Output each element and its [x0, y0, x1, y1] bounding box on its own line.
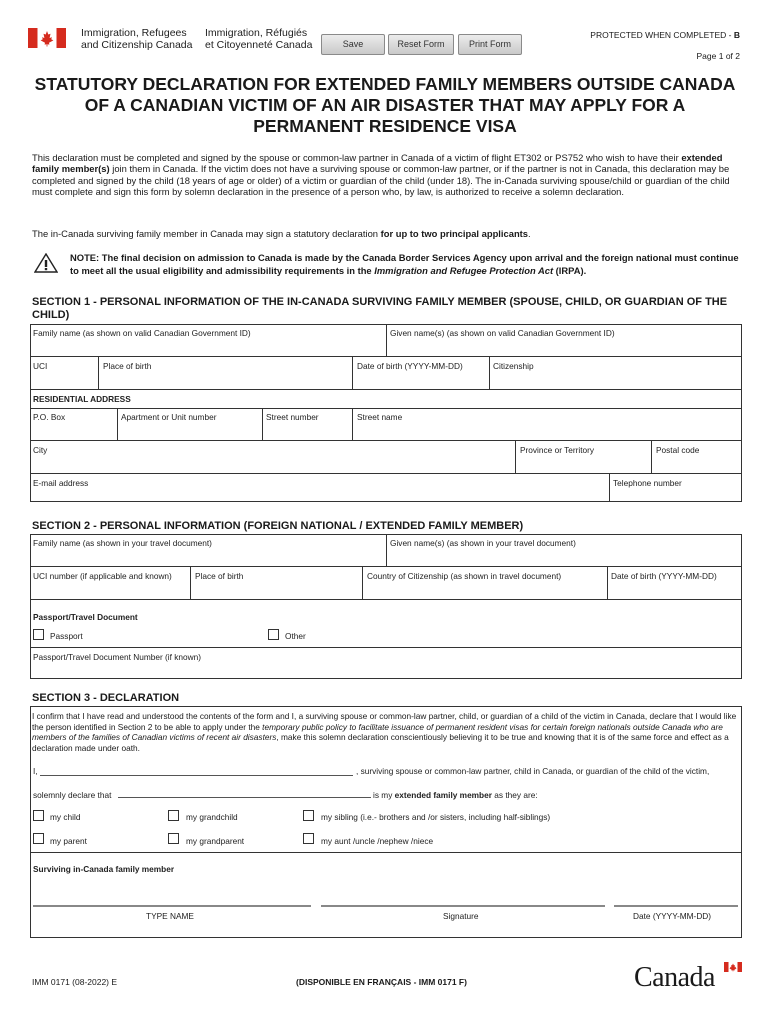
department-name-en [81, 27, 193, 51]
fn-place-of-birth-label: Place of birth [195, 571, 244, 581]
city-label: City [33, 445, 48, 455]
form-id: IMM 0171 (08-2022) E [32, 977, 118, 987]
telephone-label: Telephone number [613, 478, 682, 488]
is-my-emphasis: extended family member [394, 790, 492, 800]
signature-field[interactable] [321, 905, 605, 907]
protected-prefix: PROTECTED WHEN COMPLETED - [590, 30, 734, 40]
my-sibling-label: my sibling (i.e.- brothers and /or sisters, including half-siblings) [321, 812, 551, 822]
intro-text: This declaration must be completed and signed by the spouse or common-law partner in Canada of a victim of flight ET302 or PS752 who wish to have their [32, 152, 682, 163]
intro-emphasis: extended family member(s) [32, 152, 723, 175]
intro-paragraph [32, 152, 740, 198]
warning-icon [34, 253, 58, 273]
department-fr-line2: et Citoyenneté Canada [205, 39, 313, 51]
residential-address-heading: RESIDENTIAL ADDRESS [33, 394, 131, 404]
my-grandchild-checkbox[interactable] [168, 810, 179, 821]
my-grandchild-label: my grandchild [186, 812, 238, 822]
protected-label [590, 30, 740, 40]
wordmark-flag-icon [724, 962, 742, 972]
type-name-label: TYPE NAME [146, 911, 194, 921]
intro-text-cont: join them in Canada. If the victim does not have a surviving spouse or common-law partner, or if the partner is not in Canada, this declaration may be completed and signed by the child (18 years of age or older) of a victim or guardian of the child (under 18). The in-Canada surviving spouse/child or guardian of the child must complete and sign this form by solemn declaration in the presence of a person who, by law, is authorized to receive a solemn declaration. [32, 163, 730, 198]
apartment-label: Apartment or Unit number [121, 412, 217, 422]
note-act: Immigration and Refugee Protection Act [374, 264, 554, 276]
intro-paragraph-2 [32, 228, 740, 239]
place-of-birth-label: Place of birth [103, 361, 152, 371]
surviving-member-heading: Surviving in-Canada family member [33, 864, 175, 874]
passport-heading: Passport/Travel Document [33, 612, 138, 622]
my-child-label: my child [50, 812, 81, 822]
my-child-checkbox[interactable] [33, 810, 44, 821]
my-aunt-uncle-label: my aunt /uncle /nephew /niece [321, 836, 434, 846]
print-form-button[interactable]: Print Form [458, 34, 522, 55]
declaration-text-c: , make this solemn declaration conscientiously believing it to be true and knowing that it is of the same force and effect as a declaration made under oath. [32, 732, 729, 753]
department-fr-line1: Immigration, Réfugiés [205, 27, 308, 39]
fn-given-names-label: Given name(s) (as shown in your travel document) [390, 538, 576, 548]
declarant-suffix: , surviving spouse or common-law partner, child in Canada, or guardian of the child of the victim, [356, 766, 710, 776]
family-member-name-field[interactable] [118, 797, 371, 798]
given-names-label: Given name(s) (as shown on valid Canadian Government ID) [390, 328, 615, 338]
declaration-policy: temporary public policy to facilitate issuance of permanent resident visas for certain foreign nationals outside Canada who are members of the families of Canadian victims of recent air disasters [32, 721, 723, 743]
uci-label: UCI [33, 361, 48, 371]
date-label: Date (YYYY-MM-DD) [633, 911, 712, 921]
department-en-line2: and Citizenship Canada [81, 39, 193, 51]
doc-number-label: Passport/Travel Document Number (if known) [33, 652, 201, 662]
street-name-label: Street name [357, 412, 403, 422]
fn-family-name-label: Family name (as shown in your travel document) [33, 538, 212, 548]
solemnly-label: solemnly declare that [33, 790, 112, 800]
po-box-label: P.O. Box [33, 412, 66, 422]
intro2-end: . [528, 228, 531, 239]
section-2-title: SECTION 2 - PERSONAL INFORMATION (FOREIGN NATIONAL / EXTENDED FAMILY MEMBER) [32, 520, 524, 532]
department-name-fr [205, 27, 312, 51]
french-availability: (DISPONIBLE EN FRANÇAIS - IMM 0171 F) [296, 977, 467, 987]
my-parent-label: my parent [50, 836, 87, 846]
intro2-text: The in-Canada surviving family member in Canada may sign a statutory declaration [32, 228, 381, 239]
my-sibling-checkbox[interactable] [303, 810, 314, 821]
department-en-line1: Immigration, Refugees [81, 27, 187, 39]
intro2-emphasis: for up to two principal applicants [380, 228, 529, 239]
email-label: E-mail address [33, 478, 89, 488]
is-my-text: is my [373, 790, 395, 800]
my-aunt-uncle-checkbox[interactable] [303, 833, 314, 844]
postal-code-label: Postal code [656, 445, 700, 455]
canada-flag-icon [28, 28, 66, 48]
note-main: NOTE: The final decision on admission to Canada is made by the Canada Border Services Agency upon arrival and the foreign national must continue to meet all the usual eligibility and admissibility requirements in the [70, 252, 739, 276]
passport-checkbox[interactable] [33, 629, 44, 640]
reset-form-button[interactable]: Reset Form [388, 34, 454, 55]
save-button[interactable]: Save [321, 34, 385, 55]
street-number-label: Street number [266, 412, 319, 422]
is-my-end: as they are: [491, 790, 538, 800]
declaration-text [32, 711, 740, 753]
page-number: Page 1 of 2 [696, 51, 740, 61]
my-grandparent-checkbox[interactable] [168, 833, 179, 844]
note-text [70, 252, 740, 277]
declarant-name-field[interactable] [40, 775, 353, 776]
fn-dob-label: Date of birth (YYYY-MM-DD) [611, 571, 717, 581]
citizenship-label: Citizenship [493, 361, 534, 371]
date-field[interactable] [614, 905, 738, 907]
fn-uci-label: UCI number (if applicable and known) [33, 571, 172, 581]
family-name-label: Family name (as shown on valid Canadian Government ID) [33, 328, 251, 338]
type-name-field[interactable] [33, 905, 311, 907]
is-my-label [373, 790, 538, 800]
province-label: Province or Territory [520, 445, 595, 455]
section-3-title: SECTION 3 - DECLARATION [32, 692, 180, 704]
fn-country-label: Country of Citizenship (as shown in travel document) [367, 571, 562, 581]
declaration-text-a: I confirm that I have read and understood the contents of the form and I, a surviving spouse or common-law partner, child, or guardian of a child of the victim in Canada, declare that I would like the person identified in Section 2 to be able to apply under the [32, 711, 737, 732]
my-parent-checkbox[interactable] [33, 833, 44, 844]
dob-label: Date of birth (YYYY-MM-DD) [357, 361, 463, 371]
protected-level: B [733, 30, 740, 40]
note-end: (IRPA). [553, 264, 587, 276]
form-title: STATUTORY DECLARATION FOR EXTENDED FAMILY MEMBERS OUTSIDE CANADA OF A CANADIAN VICTIM OF AN AIR DISASTER THAT MAY APPLY FOR A PERMANENT RESIDENCE VISA [34, 74, 736, 136]
signature-label: Signature [443, 911, 479, 921]
passport-label: Passport [50, 631, 83, 641]
i-label: I, [33, 766, 38, 776]
other-checkbox[interactable] [268, 629, 279, 640]
other-label: Other [285, 631, 306, 641]
my-grandparent-label: my grandparent [186, 836, 245, 846]
canada-wordmark: Canada [634, 962, 715, 993]
section-1-title: SECTION 1 - PERSONAL INFORMATION OF THE IN-CANADA SURVIVING FAMILY MEMBER (SPOUSE, CHILD, OR GUARDIAN OF THE CHILD) [32, 296, 728, 321]
